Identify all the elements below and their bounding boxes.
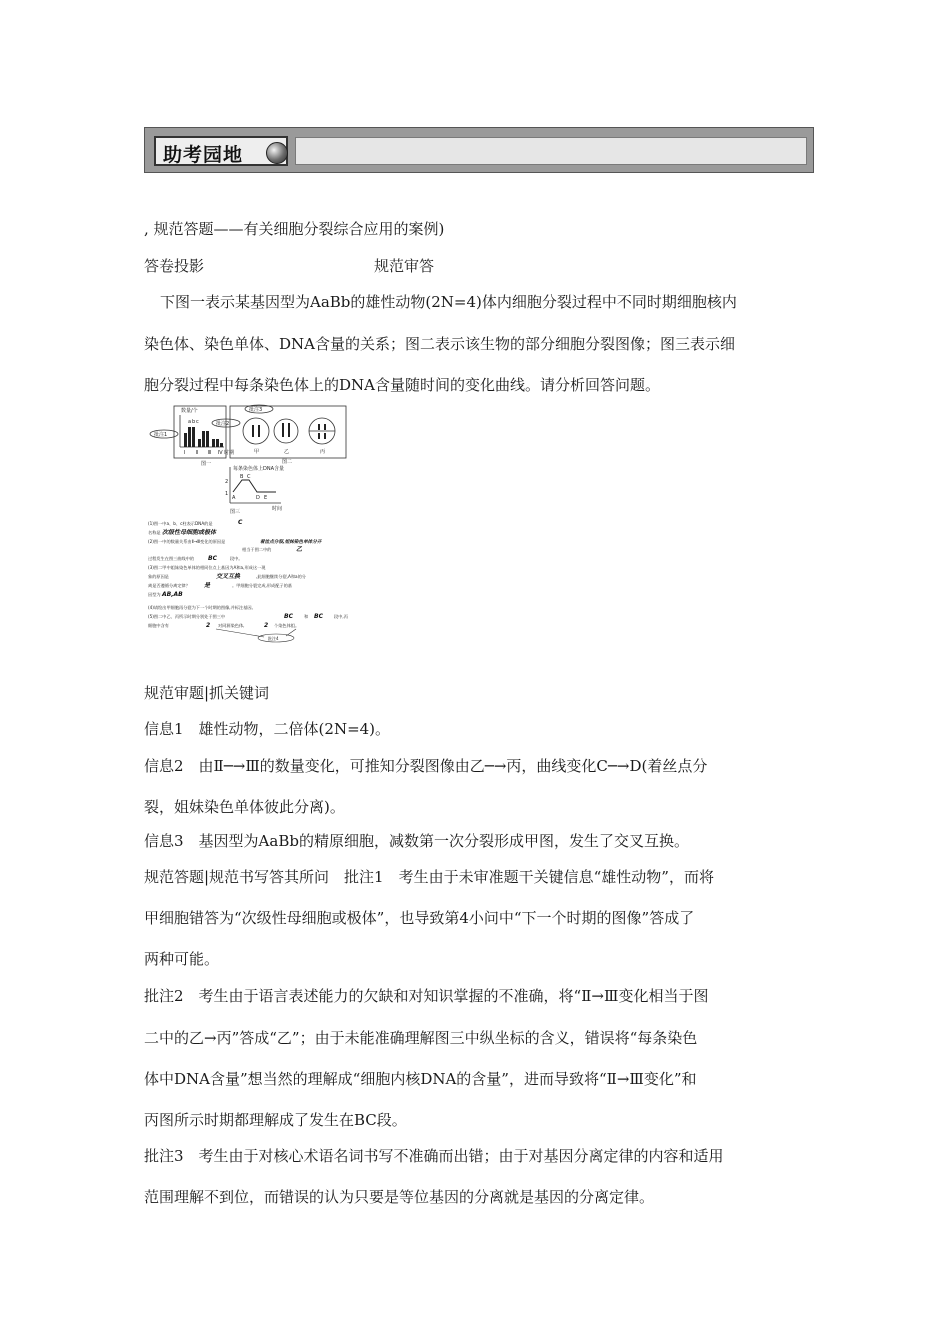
answer-text: 段中。: [230, 556, 243, 561]
fig1-bar-label: c: [196, 419, 199, 425]
answer-text: 象的原因是: [148, 574, 169, 579]
info-2-line-2: 裂，姐妹染色单体彼此分离)。: [144, 798, 345, 816]
fig3-ytick: 1: [225, 491, 229, 497]
answer-text: 相当于图二中的: [242, 547, 272, 552]
section-banner: [144, 127, 814, 173]
question-line-2: 染色体、染色单体、DNA含量的关系；图二表示该生物的部分细胞分裂图像；图三表示细: [144, 335, 735, 353]
note-2-line-1: 批注2 考生由于语言表述能力的欠缺和对知识掌握的不准确，将“Ⅱ→Ⅲ变化相当于图: [144, 987, 709, 1005]
answer-text: 离是否遵循分离定律？: [148, 583, 190, 588]
answer-text: 细胞中含有: [148, 623, 169, 628]
handwritten-answer: AB,AB: [162, 591, 183, 598]
note-2-line-4: 丙图所示时期都理解成了发生在BC段。: [144, 1111, 407, 1129]
note-3-line-2: 范围理解不到位，而错误的认为只要是等位基因的分离就是基因的分离定律。: [144, 1188, 655, 1206]
fig2-cell-label: 丙: [320, 449, 326, 455]
info-2-line-1: 信息2 由Ⅱ─→Ⅲ的数量变化，可推知分裂图像由乙─→丙，曲线变化C─→D(着丝点分: [144, 757, 708, 775]
note-2-line-3: 体中DNA含量”想当然的理解成“细胞内核DNA的含量”，进而导致将“Ⅱ→Ⅲ变化”和: [144, 1070, 697, 1088]
answer-text: (5)图二中乙、丙所示时期分别处于图三中: [148, 614, 226, 619]
fig3-title: 每条染色体上DNA含量: [233, 466, 285, 472]
banner-bar: [295, 137, 807, 165]
fig1-stage: Ⅱ: [196, 450, 199, 456]
handwritten-answer: 是: [204, 582, 211, 589]
note-2-line-2: 二中的乙→丙”答成“乙”；由于未能准确理解图三中纵坐标的含义，错误将“每条染色: [144, 1029, 698, 1047]
cell-yi: [274, 419, 298, 443]
note-3-line-1: 批注3 考生由于对核心术语名词书写不准确而出错；由于对基因分离定律的内容和适用: [144, 1147, 724, 1165]
fig3-point-label: A: [232, 495, 236, 501]
fig3-point-label: E: [264, 495, 268, 501]
analysis-heading: 规范审题|抓关键词: [144, 684, 270, 702]
note-label: 批注3: [249, 407, 263, 413]
answer-text: (1)图一中a、b、c柱表示DNA的是: [148, 521, 213, 526]
fig1-caption: 图一: [201, 461, 212, 467]
sphere-icon: [266, 142, 288, 164]
answer-sheet-figure: [146, 403, 362, 653]
handwritten-answer: 次级性母细胞或极体: [162, 529, 217, 536]
cell-jia: [243, 418, 269, 444]
handwritten-answer: 交叉互换: [216, 573, 241, 580]
answer-text: 和: [304, 614, 309, 619]
answer-text: (3)图二甲中姐妹染色单体的相同位点上基因为A和a,形成这一现: [148, 565, 266, 570]
fig1-stage: Ⅰ: [184, 450, 186, 456]
answer-text: 段中,丙: [334, 614, 348, 619]
answer-note-1-line-2: 甲细胞错答为“次级性母细胞或极体”，也导致第4小问中“下一个时期的图像”答成了: [144, 909, 695, 927]
handwritten-answer: BC: [314, 613, 323, 620]
fig3-caption: 图三: [230, 509, 241, 515]
note-label: 批注4: [268, 636, 279, 641]
fig3-xlabel: 时间: [272, 506, 283, 512]
answer-text: 过程发生在图三曲线中的: [148, 556, 195, 561]
section-title: , 规范答题——有关细胞分裂综合应用的案例): [144, 220, 445, 238]
handwritten-answer: 着丝点分裂,姐妹染色单体分开: [260, 540, 322, 545]
banner-title: 助考园地: [163, 144, 244, 166]
info-1: 信息1 雄性动物，二倍体(2N=4)。: [144, 720, 391, 738]
fig1-bar-label: b: [192, 419, 196, 425]
fig3-point-label: B: [240, 474, 244, 480]
fig1-xlabel: 时期: [224, 450, 235, 456]
question-line-3: 胞分裂过程中每条染色体上的DNA含量随时间的变化曲线。请分析回答问题。: [144, 376, 660, 394]
fig3-ytick: 2: [225, 479, 229, 485]
fig1-ylabel: 数量/个: [181, 408, 198, 414]
handwritten-answer: 2: [264, 622, 269, 629]
answer-text: 个染色体组。: [274, 623, 300, 628]
note-label: 批注1: [154, 432, 168, 438]
handwritten-answer: 乙: [296, 546, 303, 553]
fig1-stage: Ⅲ: [208, 450, 212, 456]
fig2-caption: 图二: [282, 459, 293, 465]
handwritten-answer: C: [238, 519, 243, 526]
column-head-left: 答卷投影: [144, 257, 205, 275]
answer-text: (2)图一中的数量关系由Ⅱ→Ⅲ变化的原因是: [148, 539, 226, 544]
note-label: 批注2: [216, 421, 230, 427]
answer-text: 对同源染色体,: [218, 623, 245, 628]
answer-text: ,此细胞继续分裂,A和a的分: [256, 574, 306, 579]
column-head-right: 规范审答: [374, 257, 435, 275]
answer-text: (4)请绘出甲细胞再分裂为下一个时期的图像,并标注基因。: [148, 605, 256, 610]
info-3: 信息3 基因型为AaBb的精原细胞，减数第一次分裂形成甲图，发生了交叉互换。: [144, 832, 689, 850]
fig1-bar-label: a: [188, 419, 192, 425]
fig3-point-label: D: [256, 495, 260, 501]
answer-note-1-line-1: 规范答题|规范书写答其所问 批注1 考生由于未审准题干关键信息“雄性动物”，而将: [144, 868, 714, 886]
handwritten-answer: 2: [206, 622, 211, 629]
answer-text: 名称是: [148, 530, 161, 535]
fig1-stage: Ⅳ: [218, 450, 223, 456]
handwritten-answer: BC: [284, 613, 293, 620]
handwritten-answer: BC: [208, 555, 217, 562]
fig2-cell-label: 乙: [284, 449, 290, 455]
answer-text: 因型为: [148, 592, 161, 597]
question-line-1: 下图一表示某基因型为AaBb的雄性动物(2N=4)体内细胞分裂过程中不同时期细胞核内: [160, 293, 737, 311]
banner-tag: [154, 136, 288, 166]
fig3-point-label: C: [247, 474, 251, 480]
fig2-cell-label: 甲: [254, 449, 260, 455]
answer-note-1-line-3: 两种可能。: [144, 950, 220, 968]
fig3-curve: [233, 480, 276, 492]
answer-text: 。甲细胞分裂完成,形成配子的基: [232, 583, 292, 588]
